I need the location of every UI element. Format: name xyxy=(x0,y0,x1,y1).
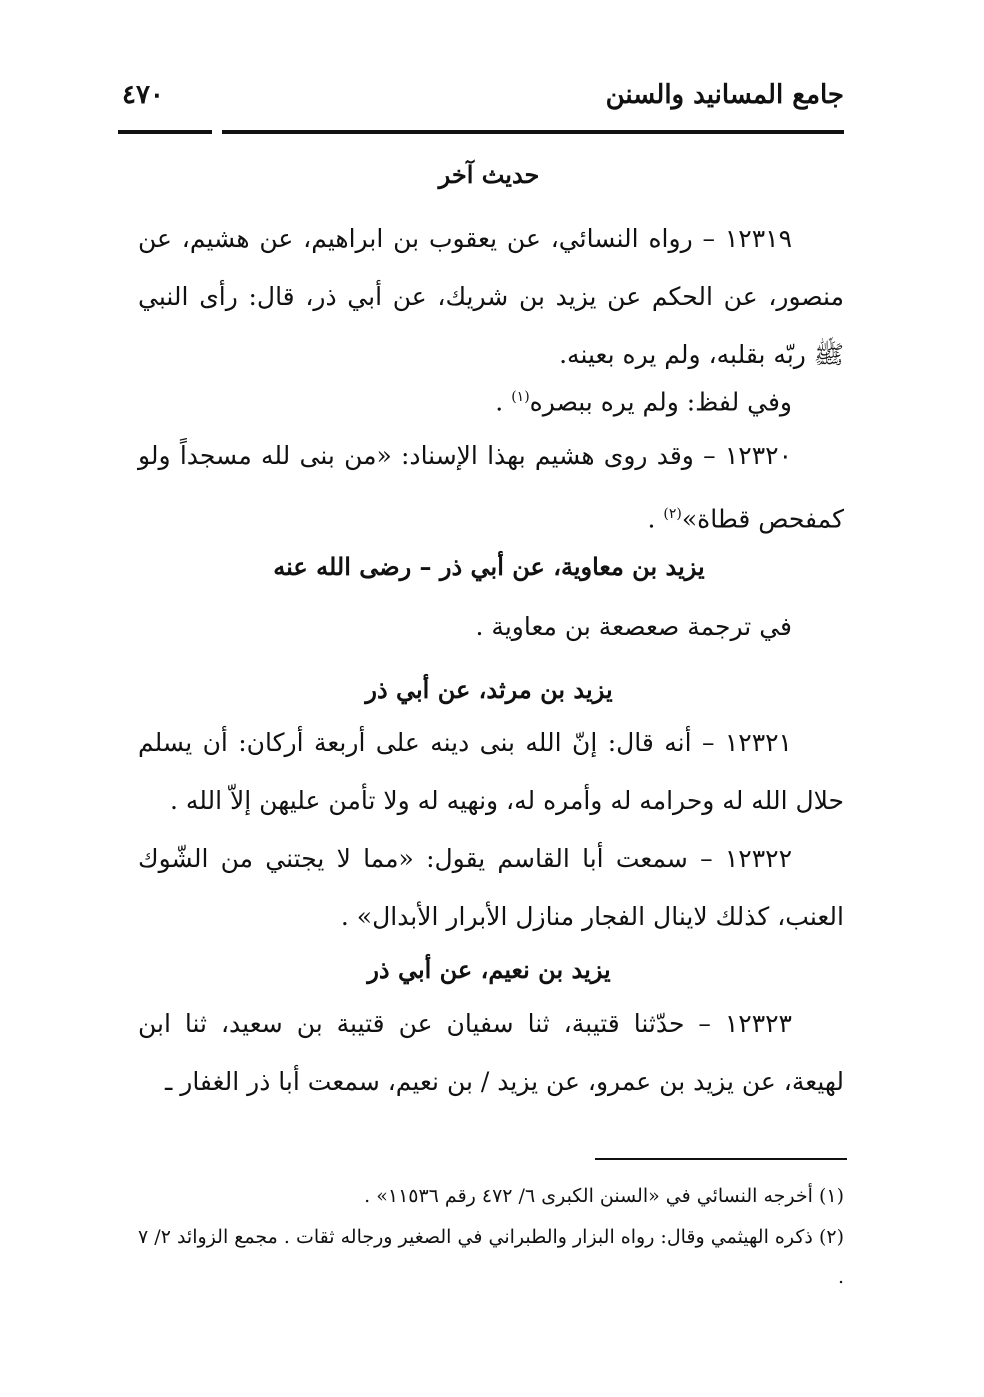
footnote-rule xyxy=(595,1158,847,1160)
footnote-2 xyxy=(138,1217,844,1297)
cross-reference-text: في ترجمة صعصعة بن معاوية . xyxy=(475,612,792,641)
hadith-text: سمعت أبا القاسم يقول: «مما لا يجتني من الشّوك العنب، كذلك لاينال الفجار منازل الأبرار الأبدال» . xyxy=(138,844,844,931)
hadith-number: ١٢٣٢٢ xyxy=(724,844,792,873)
dash: – xyxy=(684,1009,711,1038)
header-rule-long xyxy=(222,130,844,134)
hadith-text: وقد روى هشيم بهذا الإسناد: «من بنى لله مسجداً ولو كمفحص قطاة» xyxy=(138,441,844,534)
hadith-12320 xyxy=(138,427,844,548)
hadith-12323 xyxy=(138,995,844,1111)
hadith-12319 xyxy=(138,210,844,384)
hadith-text: حدّثنا قتيبة، ثنا سفيان عن قتيبة بن سعيد، ثنا ابن لهيعة، عن يزيد بن عمرو، عن يزيد / بن نعيم، سمعت أبا ذر الغفار ـ xyxy=(138,1009,844,1096)
footnote-ref: (٢) xyxy=(663,506,682,522)
variant-text: وفي لفظ: ولم يره ببصره xyxy=(529,387,792,417)
footnote-mark: (٢) xyxy=(818,1226,844,1248)
page-number: ٤٧٠ xyxy=(122,80,164,110)
hadith-number: ١٢٣١٩ xyxy=(724,224,793,253)
cross-reference xyxy=(138,598,844,656)
hadith-text: أنه قال: إنّ الله بنى دينه على أربعة أركان: أن يسلم حلال الله له وحرامه له وأمره له، ونهيه له ولا تأمن عليهن إلاّ الله . xyxy=(138,728,844,815)
section-heading: يزيد بن نعيم، عن أبي ذر xyxy=(367,955,611,984)
footnote-text: ذكره الهيثمي وقال: رواه البزار والطبراني في الصغير ورجاله ثقات . مجمع الزوائد ٢/ ٧ . xyxy=(138,1226,844,1288)
dash: – xyxy=(687,844,713,873)
sentence-end: . xyxy=(495,387,512,417)
section-heading: حديث آخر xyxy=(438,160,540,189)
hadith-number: ١٢٣٢١ xyxy=(724,728,792,757)
book-title: جامع المسانيد والسنن xyxy=(605,80,844,110)
section-heading: يزيد بن مرثد، عن أبي ذر xyxy=(365,675,613,704)
hadith-number: ١٢٣٢٣ xyxy=(724,1009,792,1038)
footnote-mark: (١) xyxy=(818,1185,844,1207)
hadith-text: رواه النسائي، عن يعقوب بن ابراهيم، عن هشيم، عن منصور، عن الحكم عن يزيد بن شريك، عن أبي ذر، قال: رأى النبي ﷺ ربّه بقلبه، ولم يره بعينه. xyxy=(138,224,844,369)
dash: – xyxy=(693,441,716,470)
section-heading: يزيد بن معاوية، عن أبي ذر – رضى الله عنه xyxy=(273,552,705,581)
footnote-text: أخرجه النسائي في «السنن الكبرى ٦/ ٤٧٢ رقم ١١٥٣٦» . xyxy=(364,1185,813,1207)
footnote-1 xyxy=(138,1176,844,1216)
footnote-ref: (١) xyxy=(511,389,530,405)
variant-wording xyxy=(138,368,844,431)
page-header xyxy=(118,72,844,116)
sentence-end: . xyxy=(647,504,664,534)
dash: – xyxy=(692,224,716,253)
hadith-12322 xyxy=(138,830,844,946)
dash: – xyxy=(691,728,715,757)
hadith-number: ١٢٣٢٠ xyxy=(724,441,792,470)
hadith-12321 xyxy=(138,714,844,830)
header-rule-short xyxy=(118,130,212,134)
